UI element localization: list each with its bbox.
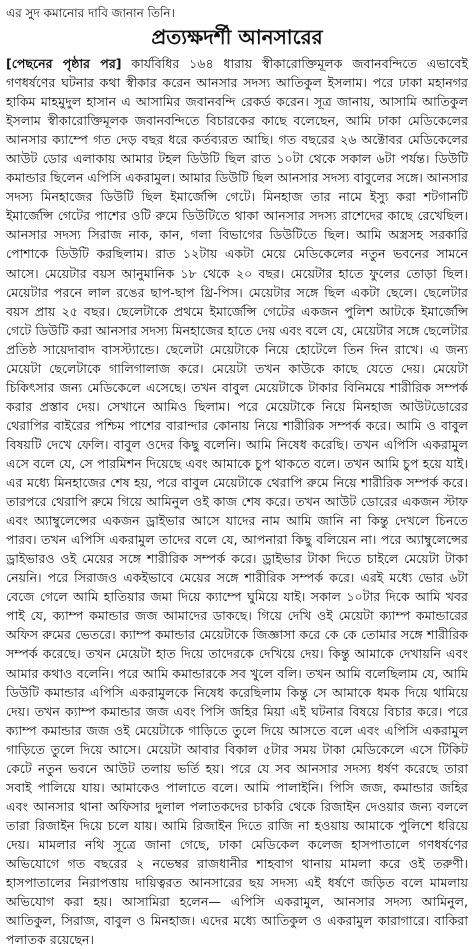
article-body-text: কার্যবিধির ১৬৪ ধারায় স্বীকারোক্তিমূলক জবানবন্দিতে এভাবেই গণধর্ষণের ঘটনার কথা স্বীকার করেন আনসার সদস্য আতিকুল ইসলাম। পরে ঢাকা মহানগর হাকিম মাহমুদুল হাসান এ আসামির জবানবন্দি রেকর্ড করেন। সূত্র জানায়, আসামি আতিকুল ইসলাম স্বীকারোক্তিমূলক জবানবন্দিতে বিচারকের কাছে বলেছেন, আমি ঢাকা মেডিকেলের আনসার ক্যাম্পে গত দেড় বছর ধরে কর্তব্যরত আছি। গত বছরের ২৬ অক্টোবর মেডিকেলের আউট ডোর এলাকায় আমার টহল ডিউটি ছিল রাত ১০টা থেকে সকাল ৬টা পর্যন্ত। ডিউটি কমান্ডার ছিলেন এপিসি একরামুল। আমার ডিউটি ছিল আনসার সদস্য বাবুলের সঙ্গে। আনসার সদস্য মিনহাজের ডিউটি ছিল ইমার্জেন্সি গেটে। মিনহাজ তার নামে ইস্যু করা শটগানটি ইমার্জেন্সি গেটের পাশের ওটি রুমে ডিউটিতে থাকা আনসার সদস্য রাশেদের কাছে রেখেছিল। আনসার সদস্য সিরাজ নাক, কান, গলা বিভাগের ডিউটিতে ছিল। আমি অস্ত্রসহ সরকারি পোশাকে ডিউটি করছিলাম। রাত ১২টায় একটা মেয়ে মেডিকেলের নতুন ভবনের সামনে আসে। মেয়েটার বয়স আনুমানিক ১৮ থেকে ২০ বছর। মেয়েটার হাতে ফুলের তোড়া ছিল। মেয়েটার পরনে লাল রঙের ছাপ-ছাপ থ্রি-পিস। মেয়েটার সঙ্গে ছিল একটা ছেলে। ছেলেটার বয়স প্রায় ২৫ বছর। ছেলেটাকে প্রথমে ইমার্জেন্সি গেটের একজন পুলিশ আটকে ইমার্জেন্সি গেটে ডিউটি করা আনসার সদস্য মিনহাজের হাতে দেয় এবং বলে যে, মেয়েটার সঙ্গে ছেলেটার প্রতিষ্ঠ সায়েদাবাদ বাসস্ট্যান্ডে। ছেলেটা মেয়েটাকে নিয়ে হোটেলে তিন দিন রাখে। এ জন্য মেয়েটা ছেলেটাকে গালিগালাজ করে। মেয়েটা তখন কাউকে কাছে যেতে দেয়। মেয়েটা চিকিৎসার জন্য মেডিকেলে এসেছে। তখন বাবুল মেয়েটাকে টাকার বিনিময়ে শারীরিক সম্পর্ক করার প্রস্তাব দেয়। সেখানে আমিও ছিলাম। পরে মেয়েটাকে নিয়ে মিনহাজ আউটডোরের থেরাপির বাইরের পশ্চিম পাশের বারান্দার কোনায় নিয়ে শারীরিক সম্পর্ক করে। আমি ও বাবুল বিষয়টি দেখে ফেলি। বাবুল ওদের কিছু বলেনি। আমি নিষেধ করেছি। তখন এপিসি একরামুল এসে বলে যে, সে পারমিশন দিয়েছে এবং আমাকে চুপ থাকতে বলে। তখন আমি চুপ হয়ে যাই। এর মধ্যে মিনহাজের শেষ হয়, পরে বাবুল মেয়েটাকে থেরাপি রুমে নিয়ে শারীরিক সম্পর্ক করে। তারপরে থেরাপি রুমে গিয়ে আমিনুল ওই কাজ শেষ করে। তখন আউট ডোরের একজন স্টাফ এবং অ্যাম্বুলেন্সের একজন ড্রাইভার আসে যাদের নাম আমি জানি না কিন্তু দেখলে চিনতে পারব। তখন এপিসি একরামুল তাদের বলে যে, আপনারা কিছু বলিয়েন না। পরে অ্যাম্বুলেন্সের ড্রাইভারও ওই মেয়ের সঙ্গে শারীরিক সম্পর্ক করে। ড্রাইভার টাকা দিতে চাইলে মেয়েটা টাকা নেয়নি। পরে সিরাজও একইভাবে মেয়ের সঙ্গে শারীরিক সম্পর্ক করে। এরই মধ্যে ভোর ৬টা বেজে গেলে আমি হাতিয়ার জমা দিয়ে ক্যাম্পে ঘুমিয়ে যাই। সকাল ১০টার দিকে আমি খবর পাই যে, ক্যাম্প কমান্ডার জজ আমাদের ডাকছে। গিয়ে দেখি ওই মেয়েটা ক্যাম্প কমান্ডারের অফিস রুমের ভেতরে। ক্যাম্প কমান্ডার মেয়েটাকে জিজ্ঞাসা করে কে কে তোমার সঙ্গে শারীরিক সম্পর্ক করেছে। তখন মেয়েটা হাত দিয়ে তাদেরকে দেখিয়ে দেয়। কিন্তু আমাকে দেখায়নি এবং আমার কথাও বলেনি। পরে আমি কমান্ডারকে সব খুলে বলি। তখন আমি বলেছিলাম যে, আমি ডিউটি কমান্ডার এপিসি একরামুলকে নিষেধ করেছিলাম কিন্তু সে আমাকে ধমক দিয়ে থামিয়ে দেয়। তখন ক্যাম্প কমান্ডার জজ এবং পিসি জহির মিয়া এই ঘটনার বিষয়ে বিচার করে। পরে ক্যাম্প কমান্ডার জজ ওই মেয়েটাকে গাড়িতে তুলে দিয়ে আসতে বলে এবং এপিসি একরামুল গাড়িতে তুলে দিয়ে আসে। মেয়েটা আবার বিকাল ৫টার সময় টাকা মেডিকেলে এসে টিকিট কেটে নতুন ভবনে আউট তলায় ভর্তি হয়। পরে যে সব আনসার সদস্য ধর্ষণ করেছে তারা সবাই পালিয়ে যায়। আমাকেও পালাতে বলে। আমি পালাইনি। পিসি জজ, কমান্ডার জহির এবং আনসার থানা অফিসার দুলাল পলাতকদের চাকরি থেকে রিজাইন দেওয়ার জন্য বললে তারা রিজাইন দিয়ে চলে যায়। আমি রিজাইন দিতে রাজি না হওয়ায় আমাকে পুলিশে ধরিয়ে দেয়। মামলার নথি সূত্রে জানা গেছে, ঢাকা মেডিকেল কলেজ হাসপাতালে গণধর্ষণের অভিযোগে গত বছরের ২ নভেম্বর রাজধানীর শাহবাগ থানায় মামলা করে ওই তরুণী। হাসপাতালের নিরাপত্তায় দায়িত্বরত আনসারের ছয় সদস্য এই ধর্ষণে জড়িত বলে মামলায় অভিযোগ করা হয়। আসামিরা হলেন— এপিসি একরামুল, আনসার সদস্য আমিনুল, আতিকুল, সিরাজ, বাবুল ও মিনহাজ। এদের মধ্যে আতিকুল ও একরামুল কারাগারে। বাকিরা পলাতক রয়েছেন। (6, 56, 468, 948)
previous-article-tail: এর সুদ কমানোর দাবি জানান তিনি। (6, 6, 175, 20)
continued-from-tag: [পেছনের পৃষ্ঠার পর] (6, 56, 122, 71)
article-headline: প্রত্যক্ষদর্শী আনসারের (151, 25, 323, 49)
article-body (6, 54, 468, 948)
